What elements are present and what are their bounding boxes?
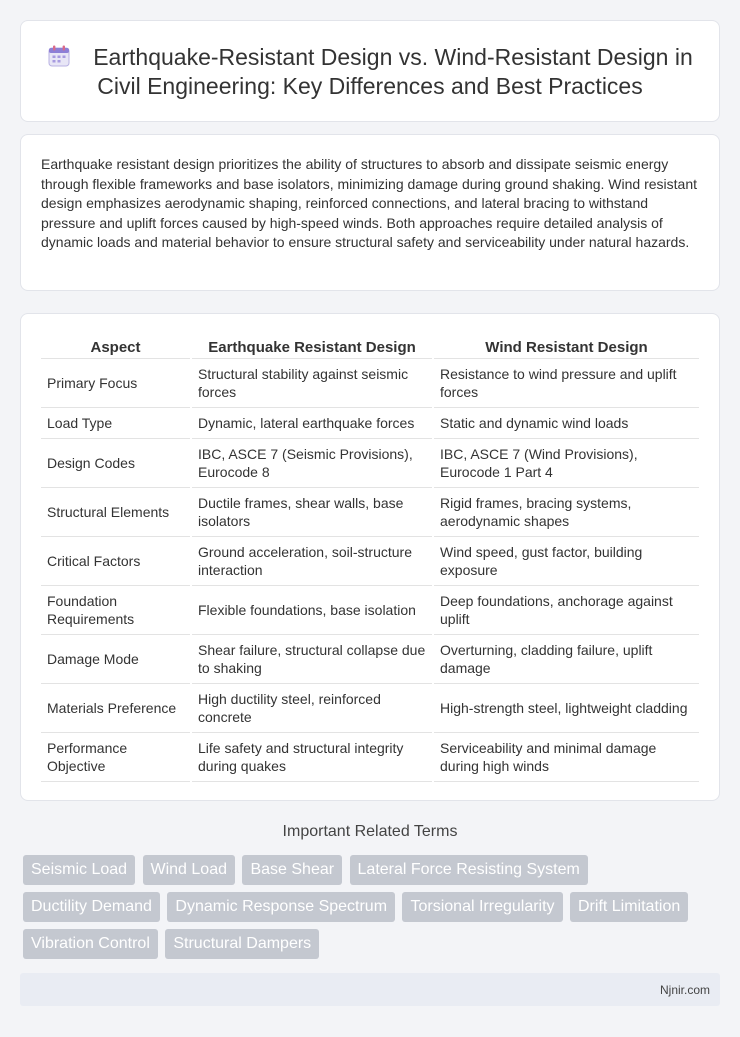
cell-aspect: Foundation Requirements — [41, 585, 191, 634]
table-row — [41, 683, 699, 732]
related-terms-list — [23, 855, 703, 966]
table-row — [41, 438, 699, 487]
cell-aspect: Primary Focus — [41, 358, 191, 407]
cell-earthquake: Life safety and structural integrity during quakes — [191, 732, 433, 781]
intro-card — [20, 134, 720, 291]
cell-earthquake: Ductile frames, shear walls, base isolators — [191, 487, 433, 536]
page-title — [21, 43, 719, 101]
related-term-tag[interactable]: Structural Dampers — [165, 929, 319, 959]
cell-aspect: Design Codes — [41, 438, 191, 487]
cell-earthquake: Flexible foundations, base isolation — [191, 585, 433, 634]
related-terms-title: Important Related Terms — [282, 823, 458, 840]
cell-wind: Deep foundations, anchorage against uplift — [433, 585, 699, 634]
footer — [20, 973, 720, 1006]
related-term-tag[interactable]: Wind Load — [143, 855, 236, 885]
cell-wind: IBC, ASCE 7 (Wind Provisions), Eurocode 1 Part 4 — [433, 438, 699, 487]
table-row — [41, 585, 699, 634]
table-header-row — [41, 334, 699, 358]
cell-earthquake: High ductility steel, reinforced concrete — [191, 683, 433, 732]
related-term-tag[interactable]: Vibration Control — [23, 929, 158, 959]
cell-aspect: Materials Preference — [41, 683, 191, 732]
title-card — [20, 20, 720, 122]
cell-aspect: Damage Mode — [41, 634, 191, 683]
related-term-tag[interactable]: Ductility Demand — [23, 892, 160, 922]
table-row — [41, 536, 699, 585]
header-earthquake: Earthquake Resistant Design — [191, 334, 433, 358]
related-term-tag[interactable]: Base Shear — [242, 855, 342, 885]
comparison-table-card — [20, 313, 720, 801]
table-row — [41, 407, 699, 438]
page-title-text: Earthquake-Resistant Design vs. Wind-Resistant Design in Civil Engineering: Key Differences and Best Practices — [93, 44, 693, 99]
table-row — [41, 732, 699, 781]
cell-earthquake: IBC, ASCE 7 (Seismic Provisions), Eurocode 8 — [191, 438, 433, 487]
header-aspect: Aspect — [41, 334, 191, 358]
table-row — [41, 634, 699, 683]
cell-wind: Wind speed, gust factor, building exposure — [433, 536, 699, 585]
header-wind: Wind Resistant Design — [433, 334, 699, 358]
table-row — [41, 358, 699, 407]
cell-earthquake: Ground acceleration, soil-structure interaction — [191, 536, 433, 585]
cell-aspect: Structural Elements — [41, 487, 191, 536]
comparison-table — [41, 334, 699, 782]
cell-earthquake: Shear failure, structural collapse due to shaking — [191, 634, 433, 683]
cell-aspect: Load Type — [41, 407, 191, 438]
cell-aspect: Critical Factors — [41, 536, 191, 585]
related-term-tag[interactable]: Lateral Force Resisting System — [350, 855, 588, 885]
cell-earthquake: Dynamic, lateral earthquake forces — [191, 407, 433, 438]
related-term-tag[interactable]: Torsional Irregularity — [402, 892, 562, 922]
cell-aspect: Performance Objective — [41, 732, 191, 781]
cell-wind: Rigid frames, bracing systems, aerodynamic shapes — [433, 487, 699, 536]
cell-wind: Overturning, cladding failure, uplift damage — [433, 634, 699, 683]
cell-wind: High-strength steel, lightweight cladding — [433, 683, 699, 732]
related-term-tag[interactable]: Dynamic Response Spectrum — [167, 892, 395, 922]
cell-earthquake: Structural stability against seismic forces — [191, 358, 433, 407]
footer-brand[interactable]: Njnir.com — [659, 983, 710, 997]
cell-wind: Static and dynamic wind loads — [433, 407, 699, 438]
intro-paragraph: Earthquake resistant design prioritizes the ability of structures to absorb and dissipate seismic energy through flexible frameworks and base isolators, minimizing damage during ground shaking. Wind resistant design emphasizes aerodynamic shaping, reinforced connections, and lateral bracing to withstand pressure and uplift forces caused by high-speed winds. Both approaches require detailed analysis of dynamic loads and material behavior to ensure structural safety and serviceability under natural hazards. — [41, 156, 697, 250]
related-term-tag[interactable]: Seismic Load — [23, 855, 135, 885]
cell-wind: Serviceability and minimal damage during high winds — [433, 732, 699, 781]
table-row — [41, 487, 699, 536]
related-term-tag[interactable]: Drift Limitation — [570, 892, 688, 922]
calendar-icon — [47, 44, 71, 68]
cell-wind: Resistance to wind pressure and uplift forces — [433, 358, 699, 407]
